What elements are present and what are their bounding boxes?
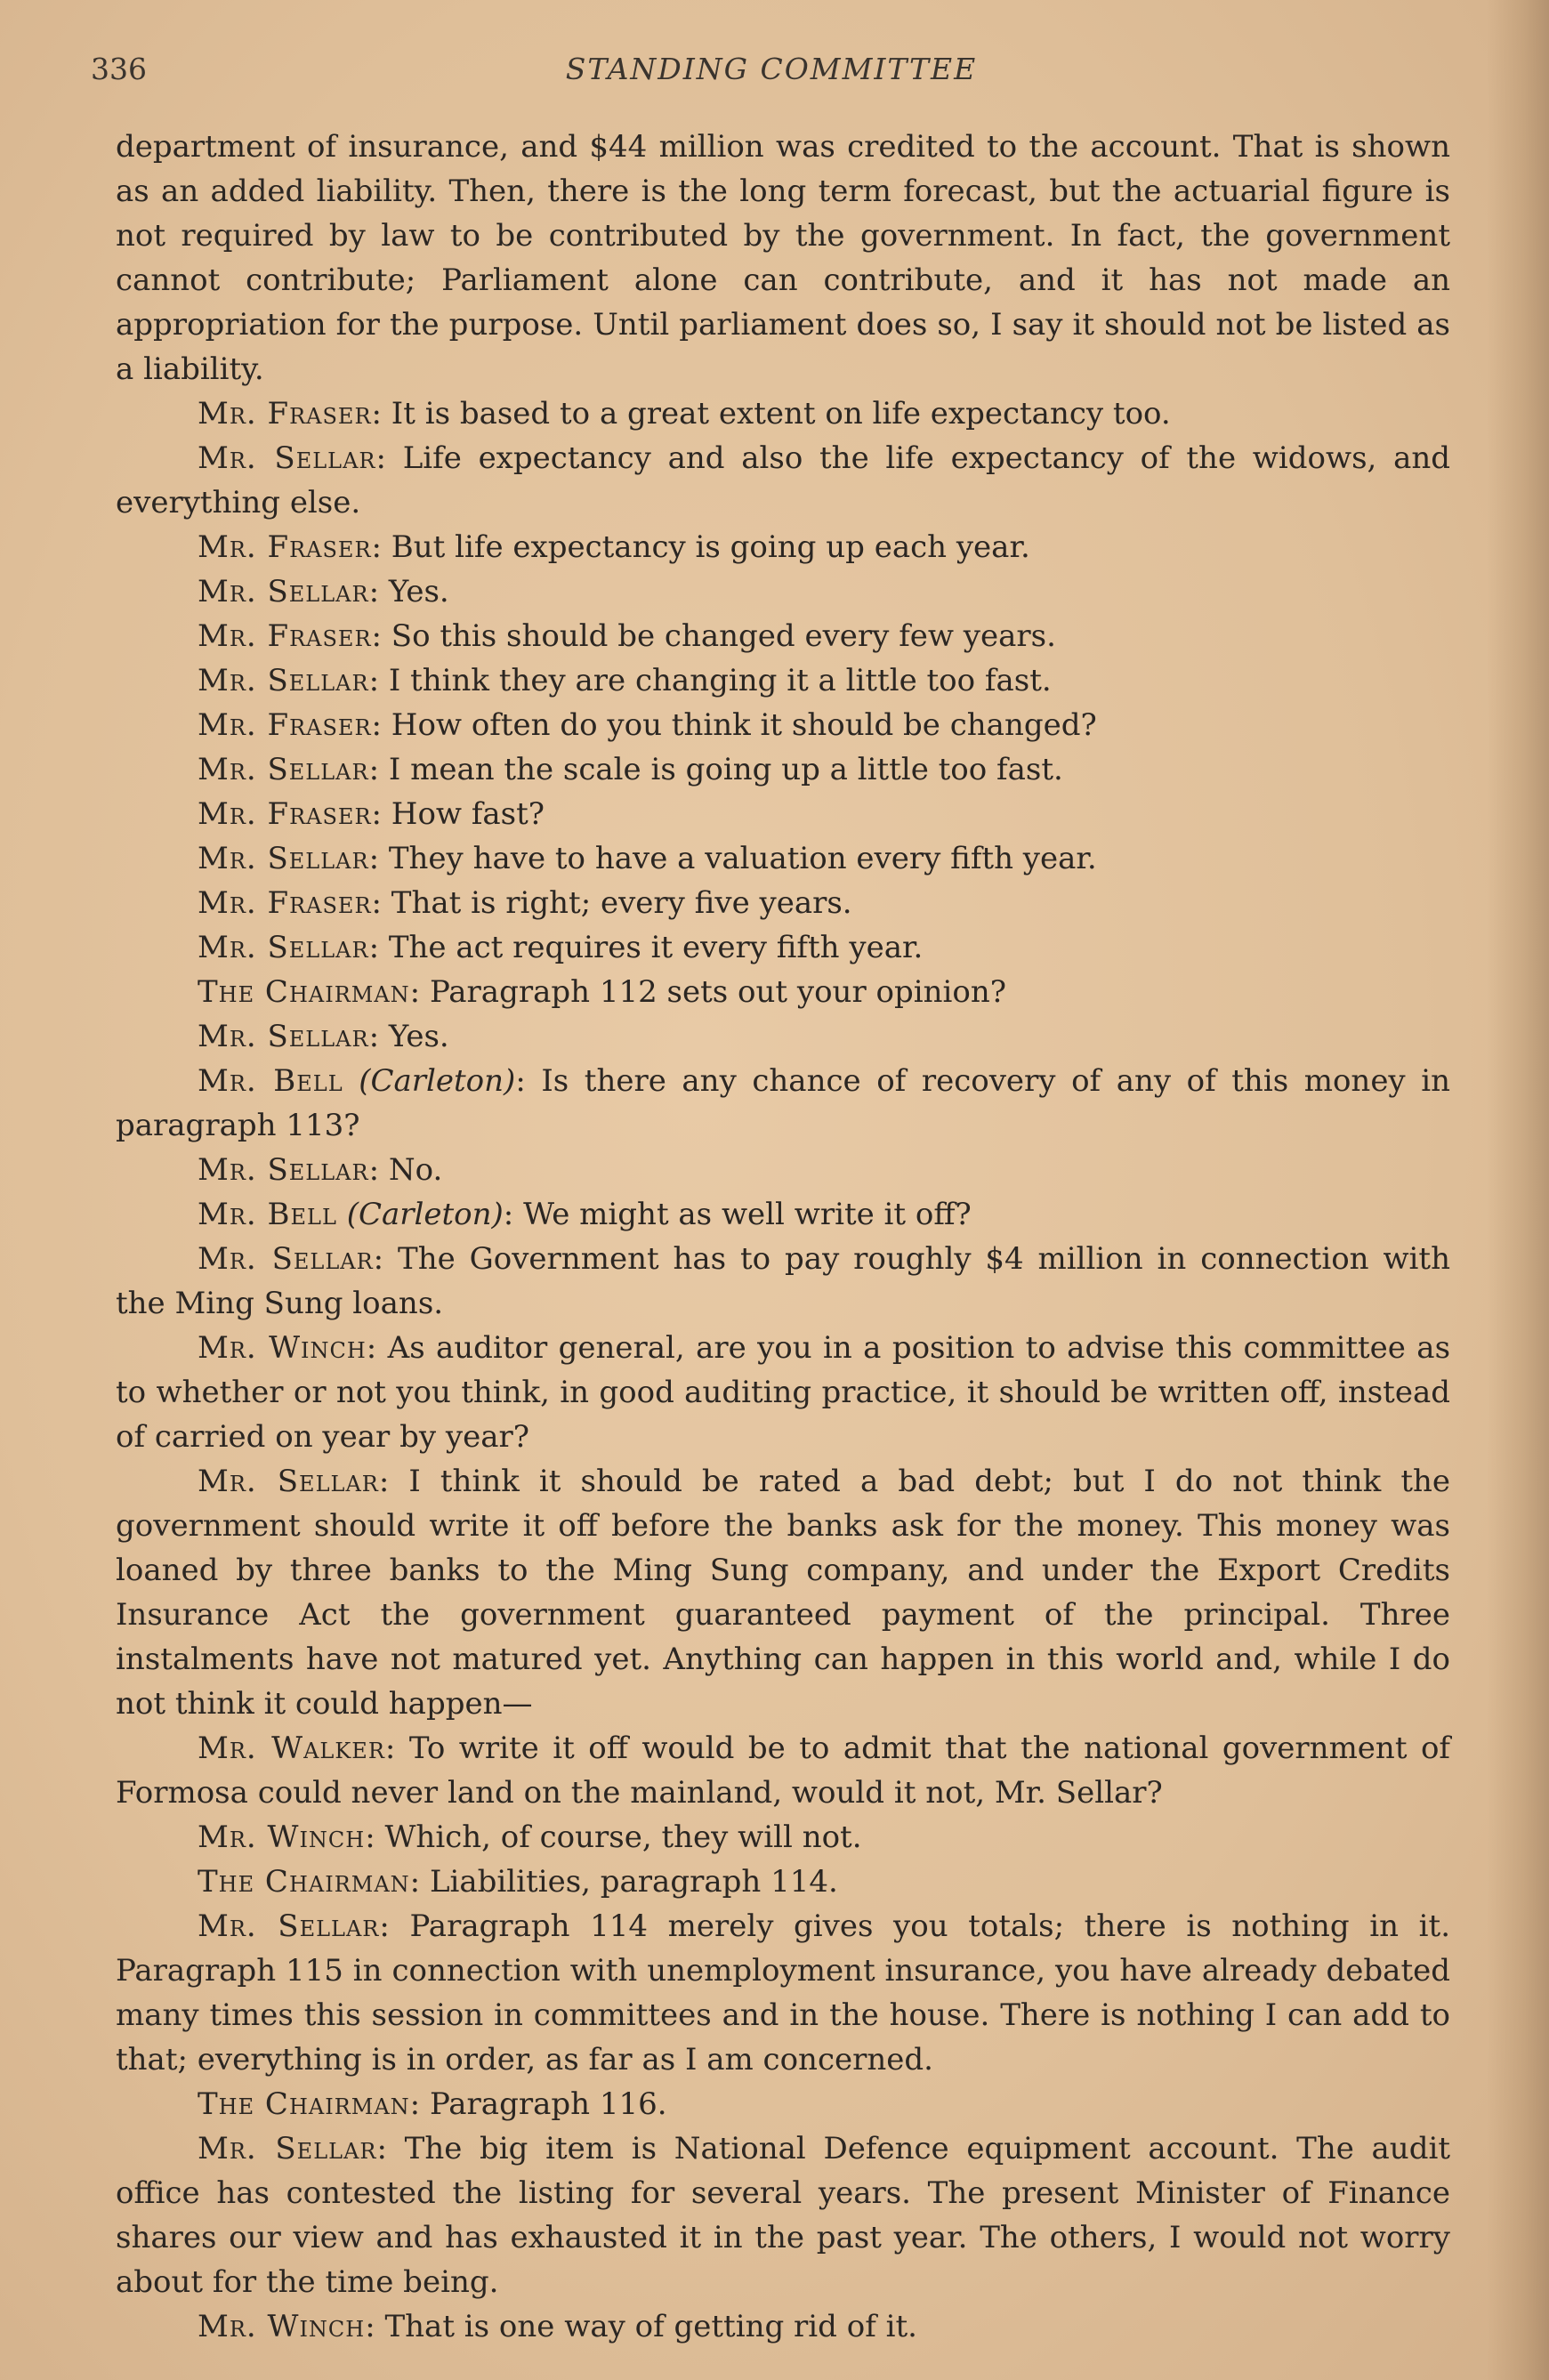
speech-paragraph: Mr. Sellar: They have to have a valuation every fifth year.: [198, 841, 1097, 876]
speech-paragraph: Mr. Sellar: Yes.: [198, 574, 449, 609]
speaker-name: Mr. Fraser: [198, 796, 372, 832]
speech-text: department of insurance, and $44 million was credited to the account. That is shown as an added liability. Then, there is the long term forecast, but the actuarial figure is not required by law to be contributed by the government. In fact, the government cannot contribute; Parliament alone can contribute, and it has not made an appropriation for the purpose. Until parliament does so, I say it should not be listed as a liability.: [116, 129, 1450, 387]
speaker-name: Mr. Sellar: [198, 1908, 380, 1944]
speech-paragraph: Mr. Fraser: How fast?: [198, 796, 545, 832]
page-number: 336: [91, 52, 147, 86]
speaker-name: Mr. Bell: [198, 1063, 343, 1099]
speech-paragraph: Mr. Sellar: Yes.: [198, 1019, 449, 1054]
speech-paragraph: Mr. Fraser: It is based to a great extent on life expectancy too.: [198, 396, 1171, 432]
speaker-name: Mr. Sellar: [198, 663, 369, 698]
speech-paragraph: Mr. Fraser: That is right; every five years.: [198, 885, 852, 921]
speech-paragraph: Mr. Sellar: The act requires it every fifth year.: [198, 930, 924, 965]
speaker-name: Mr. Fraser: [198, 707, 372, 743]
speech-text: They have to have a valuation every fifth year.: [388, 841, 1097, 876]
speech-paragraph: The Chairman: Liabilities, paragraph 114.: [198, 1864, 838, 1900]
speech-paragraph: The Chairman: Paragraph 112 sets out your opinion?: [198, 974, 1006, 1010]
speaker-name: Mr. Winch: [198, 1819, 366, 1855]
speaker-name: The Chairman: [198, 974, 410, 1010]
speech-text: Paragraph 116.: [429, 2086, 667, 2122]
speaker-name: Mr. Winch: [198, 2309, 366, 2344]
speech-text: The big item is National Defence equipment account. The audit office has contested the listing for several years. The present Minister of Finance shares our view and has exhausted it in the past year. The others, I would not worry about for the time being.: [116, 2131, 1451, 2300]
speaker-name: The Chairman: [198, 2086, 410, 2122]
speech-paragraph: Mr. Walker: To write it off would be to admit that the national government of Formosa could never land on the mainland, would it not, Mr. Sellar?: [116, 1731, 1451, 1811]
speech-paragraph: Mr. Sellar: Paragraph 114 merely gives you totals; there is nothing in it. Paragraph 115 in connection with unemployment insurance, you have already debated many times this session in committees and in the house. There is nothing I can add to that; everything is in order, as far as I am concerned.: [116, 1908, 1451, 2077]
speech-text: It is based to a great extent on life expectancy too.: [391, 396, 1171, 432]
speech-text: But life expectancy is going up each year.: [391, 529, 1030, 565]
speech-text: I think they are changing it a little too fast.: [388, 663, 1052, 698]
speaker-name: Mr. Sellar: [198, 574, 369, 609]
speech-text: How often do you think it should be changed?: [391, 707, 1097, 743]
speech-text: That is right; every five years.: [391, 885, 852, 921]
speech-paragraph: Mr. Sellar: No.: [198, 1152, 443, 1188]
speech-paragraph: Mr. Sellar: The Government has to pay roughly $4 million in connection with the Ming Sung loans.: [116, 1241, 1450, 1321]
speech-text: As auditor general, are you in a position to advise this committee as to whether or not you think, in good auditing practice, it should be written off, instead of carried on year by year?: [116, 1330, 1451, 1455]
speech-text: So this should be changed every few years.: [391, 618, 1056, 654]
speech-paragraph: Mr. Fraser: How often do you think it should be changed?: [198, 707, 1097, 743]
transcript-body: [116, 125, 1450, 2349]
speech-paragraph: Mr. Winch: That is one way of getting rid of it.: [198, 2309, 917, 2344]
speaker-name: Mr. Sellar: [198, 440, 376, 476]
speech-paragraph: Mr. Winch: Which, of course, they will not.: [198, 1819, 862, 1855]
speech-text: Yes.: [388, 574, 449, 609]
speech-text: Which, of course, they will not.: [384, 1819, 862, 1855]
speech-text: The Government has to pay roughly $4 million in connection with the Ming Sung loans.: [116, 1241, 1450, 1321]
page-header: [91, 52, 1452, 91]
speaker-name: Mr. Sellar: [198, 841, 369, 876]
speech-text: I mean the scale is going up a little too fast.: [388, 752, 1063, 787]
speech-text: Paragraph 114 merely gives you totals; there is nothing in it. Paragraph 115 in connection with unemployment insurance, you have already debated many times this session in committees and in the house. There is nothing I can add to that; everything is in order, as far as I am concerned.: [116, 1908, 1451, 2077]
speech-text: That is one way of getting rid of it.: [384, 2309, 917, 2344]
speaker-name: Mr. Sellar: [198, 1019, 369, 1054]
speech-text: The act requires it every fifth year.: [388, 930, 924, 965]
speaker-name: Mr. Fraser: [198, 529, 372, 565]
speech-text: We might as well write it off?: [523, 1197, 972, 1232]
speaker-name: Mr. Fraser: [198, 396, 372, 432]
speech-paragraph: Mr. Sellar: I think they are changing it a little too fast.: [198, 663, 1052, 698]
speech-paragraph: Mr. Bell (Carleton): We might as well write it off?: [198, 1197, 972, 1232]
speaker-name: Mr. Sellar: [198, 752, 369, 787]
speech-text: Yes.: [388, 1019, 449, 1054]
speaker-name: Mr. Fraser: [198, 618, 372, 654]
speaker-name: Mr. Sellar: [198, 1464, 379, 1499]
running-head: STANDING COMMITTEE: [565, 52, 978, 86]
speech-text: To write it off would be to admit that the national government of Formosa could never land on the mainland, would it not, Mr. Sellar?: [116, 1731, 1451, 1811]
speaker-name: Mr. Sellar: [198, 1152, 369, 1188]
speech-paragraph: Mr. Winch: As auditor general, are you in a position to advise this committee as to whether or not you think, in good auditing practice, it should be written off, instead of carried on year by year?: [116, 1330, 1451, 1455]
speaker-name: Mr. Sellar: [198, 2131, 377, 2166]
speaker-name: The Chairman: [198, 1864, 410, 1900]
speech-paragraph: Mr. Sellar: The big item is National Defence equipment account. The audit office has contested the listing for several years. The present Minister of Finance shares our view and has exhausted it in the past year. The others, I would not worry about for the time being.: [116, 2131, 1451, 2300]
speech-text: No.: [388, 1152, 443, 1188]
speech-paragraph: Mr. Bell (Carleton): Is there any chance of recovery of any of this money in paragraph 113?: [116, 1063, 1450, 1143]
speaker-name: Mr. Sellar: [198, 1241, 374, 1277]
speech-paragraph: Mr. Sellar: I mean the scale is going up a little too fast.: [198, 752, 1063, 787]
continuation-paragraph: [116, 125, 1450, 391]
speaker-name: Mr. Sellar: [198, 930, 369, 965]
speaker-name: Mr. Winch: [198, 1330, 367, 1366]
speech-paragraph: Mr. Fraser: But life expectancy is going up each year.: [198, 529, 1030, 565]
speaker-name: Mr. Fraser: [198, 885, 372, 921]
speaker-riding: (Carleton): [346, 1197, 504, 1232]
speech-text: How fast?: [391, 796, 545, 832]
speech-text: Paragraph 112 sets out your opinion?: [429, 974, 1006, 1010]
speech-paragraph: Mr. Fraser: So this should be changed every few years.: [198, 618, 1056, 654]
speech-text: Liabilities, paragraph 114.: [429, 1864, 838, 1900]
speech-text: Is there any chance of recovery of any of this money in paragraph 113?: [116, 1063, 1450, 1143]
speech-text: Life expectancy and also the life expectancy of the widows, and everything else.: [116, 440, 1450, 520]
speech-paragraph: Mr. Sellar: Life expectancy and also the life expectancy of the widows, and everything else.: [116, 440, 1450, 520]
speaker-name: Mr. Walker: [198, 1731, 385, 1766]
speech-paragraph: Mr. Sellar: I think it should be rated a bad debt; but I do not think the government should write it off before the banks ask for the money. This money was loaned by three banks to the Ming Sung company, and under the Export Credits Insurance Act the government guaranteed payment of the principal. Three instalments have not matured yet. Anything can happen in this world and, while I do not think it could happen—: [116, 1464, 1451, 1722]
speaker-name: Mr. Bell: [198, 1197, 337, 1232]
page-edge-shadow: [1487, 0, 1549, 2380]
speaker-riding: (Carleton): [359, 1063, 516, 1099]
speech-text: I think it should be rated a bad debt; but I do not think the government should write it off before the banks ask for the money. This money was loaned by three banks to the Ming Sung company, and under the Export Credits Insurance Act the government guaranteed payment of the principal. Three instalments have not matured yet. Anything can happen in this world and, while I do not think it could happen—: [116, 1464, 1451, 1722]
speech-paragraph: The Chairman: Paragraph 116.: [198, 2086, 667, 2122]
